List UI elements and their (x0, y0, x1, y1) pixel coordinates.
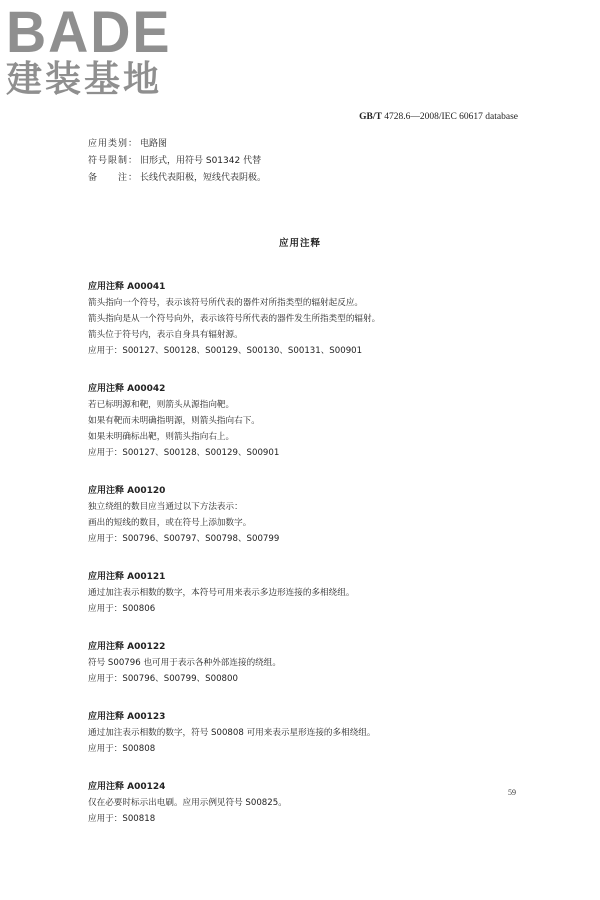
note-a00121 (88, 570, 528, 617)
note-applies-to: 应用于：S00796、S00799、S00800 (88, 674, 238, 684)
meta-row-category (88, 136, 528, 153)
note-title: 应用注释 A00121 (88, 572, 166, 582)
logo (6, 0, 182, 100)
note-applies-to: 应用于：S00127、S00128、S00129、S00901 (88, 448, 280, 458)
note-line: 通过加注表示相数的数字，符号 S00808 可用来表示星形连接的多相绕组。 (88, 728, 376, 738)
note-a00041 (88, 280, 528, 359)
meta-row-remark (88, 170, 528, 187)
note-title: 应用注释 A00122 (88, 642, 166, 652)
note-a00120 (88, 484, 528, 547)
note-line: 仅在必要时标示出电刷。应用示例见符号 S00825。 (88, 798, 287, 808)
note-a00042 (88, 382, 528, 461)
note-a00123 (88, 710, 528, 757)
note-title: 应用注释 A00124 (88, 782, 166, 792)
note-applies-to: 应用于：S00127、S00128、S00129、S00130、S00131、S00901 (88, 346, 363, 356)
logo-wordmark: BADE (6, 0, 172, 65)
note-a00124 (88, 780, 528, 827)
note-line: 符号 S00796 也可用于表示各种外部连接的绕组。 (88, 658, 281, 668)
note-line: 箭头指向是从一个符号向外，表示该符号所代表的器件发生所指类型的辐射。 (88, 314, 381, 324)
note-title: 应用注释 A00120 (88, 486, 166, 496)
note-applies-to: 应用于：S00808 (88, 744, 156, 754)
note-line: 如果有靶而未明确指明源，则箭头指向右下。 (88, 416, 260, 426)
note-line: 若已标明源和靶，则箭头从源指向靶。 (88, 400, 235, 410)
note-title: 应用注释 A00041 (88, 282, 166, 292)
section-title: 应用注释 (278, 238, 321, 249)
note-title: 应用注释 A00123 (88, 712, 166, 722)
meta-value: 长线代表阳极，短线代表阴极。 (140, 173, 267, 183)
note-applies-to: 应用于：S00818 (88, 814, 156, 824)
note-a00122 (88, 640, 528, 687)
note-line: 通过加注表示相数的数字，本符号可用来表示多边形连接的多相绕组。 (88, 588, 355, 598)
standard-number: 4728.6—2008/IEC 60617 database (384, 112, 518, 122)
logo-chinese-name: 建装基地 (6, 59, 163, 100)
meta-key: 应用类别： (88, 139, 139, 149)
meta-key: 备 注： (88, 173, 139, 183)
note-line: 独立绕组的数目应当通过以下方法表示： (88, 502, 243, 512)
note-line: 箭头位于符号内，表示自身具有辐射源。 (88, 330, 243, 340)
note-line: 箭头指向一个符号，表示该符号所代表的器件对所指类型的辐射起反应。 (88, 298, 364, 308)
meta-value: 旧形式，用符号 S01342 代替 (140, 156, 262, 166)
symbol-metadata (88, 136, 528, 187)
meta-value: 电路图 (140, 139, 168, 149)
note-applies-to: 应用于：S00806 (88, 604, 156, 614)
note-line: 画出的短线的数目，或在符号上添加数字。 (88, 518, 252, 528)
note-title: 应用注释 A00042 (88, 384, 166, 394)
application-notes (88, 280, 528, 850)
note-line: 如果未明确标出靶，则箭头指向右上。 (88, 432, 235, 442)
meta-key: 符号限制： (88, 156, 139, 166)
standard-prefix: GB/T (359, 112, 382, 122)
standard-code (359, 112, 518, 122)
note-applies-to: 应用于：S00796、S00797、S00798、S00799 (88, 534, 280, 544)
page-number: 59 (508, 788, 516, 797)
meta-row-restriction (88, 153, 528, 170)
